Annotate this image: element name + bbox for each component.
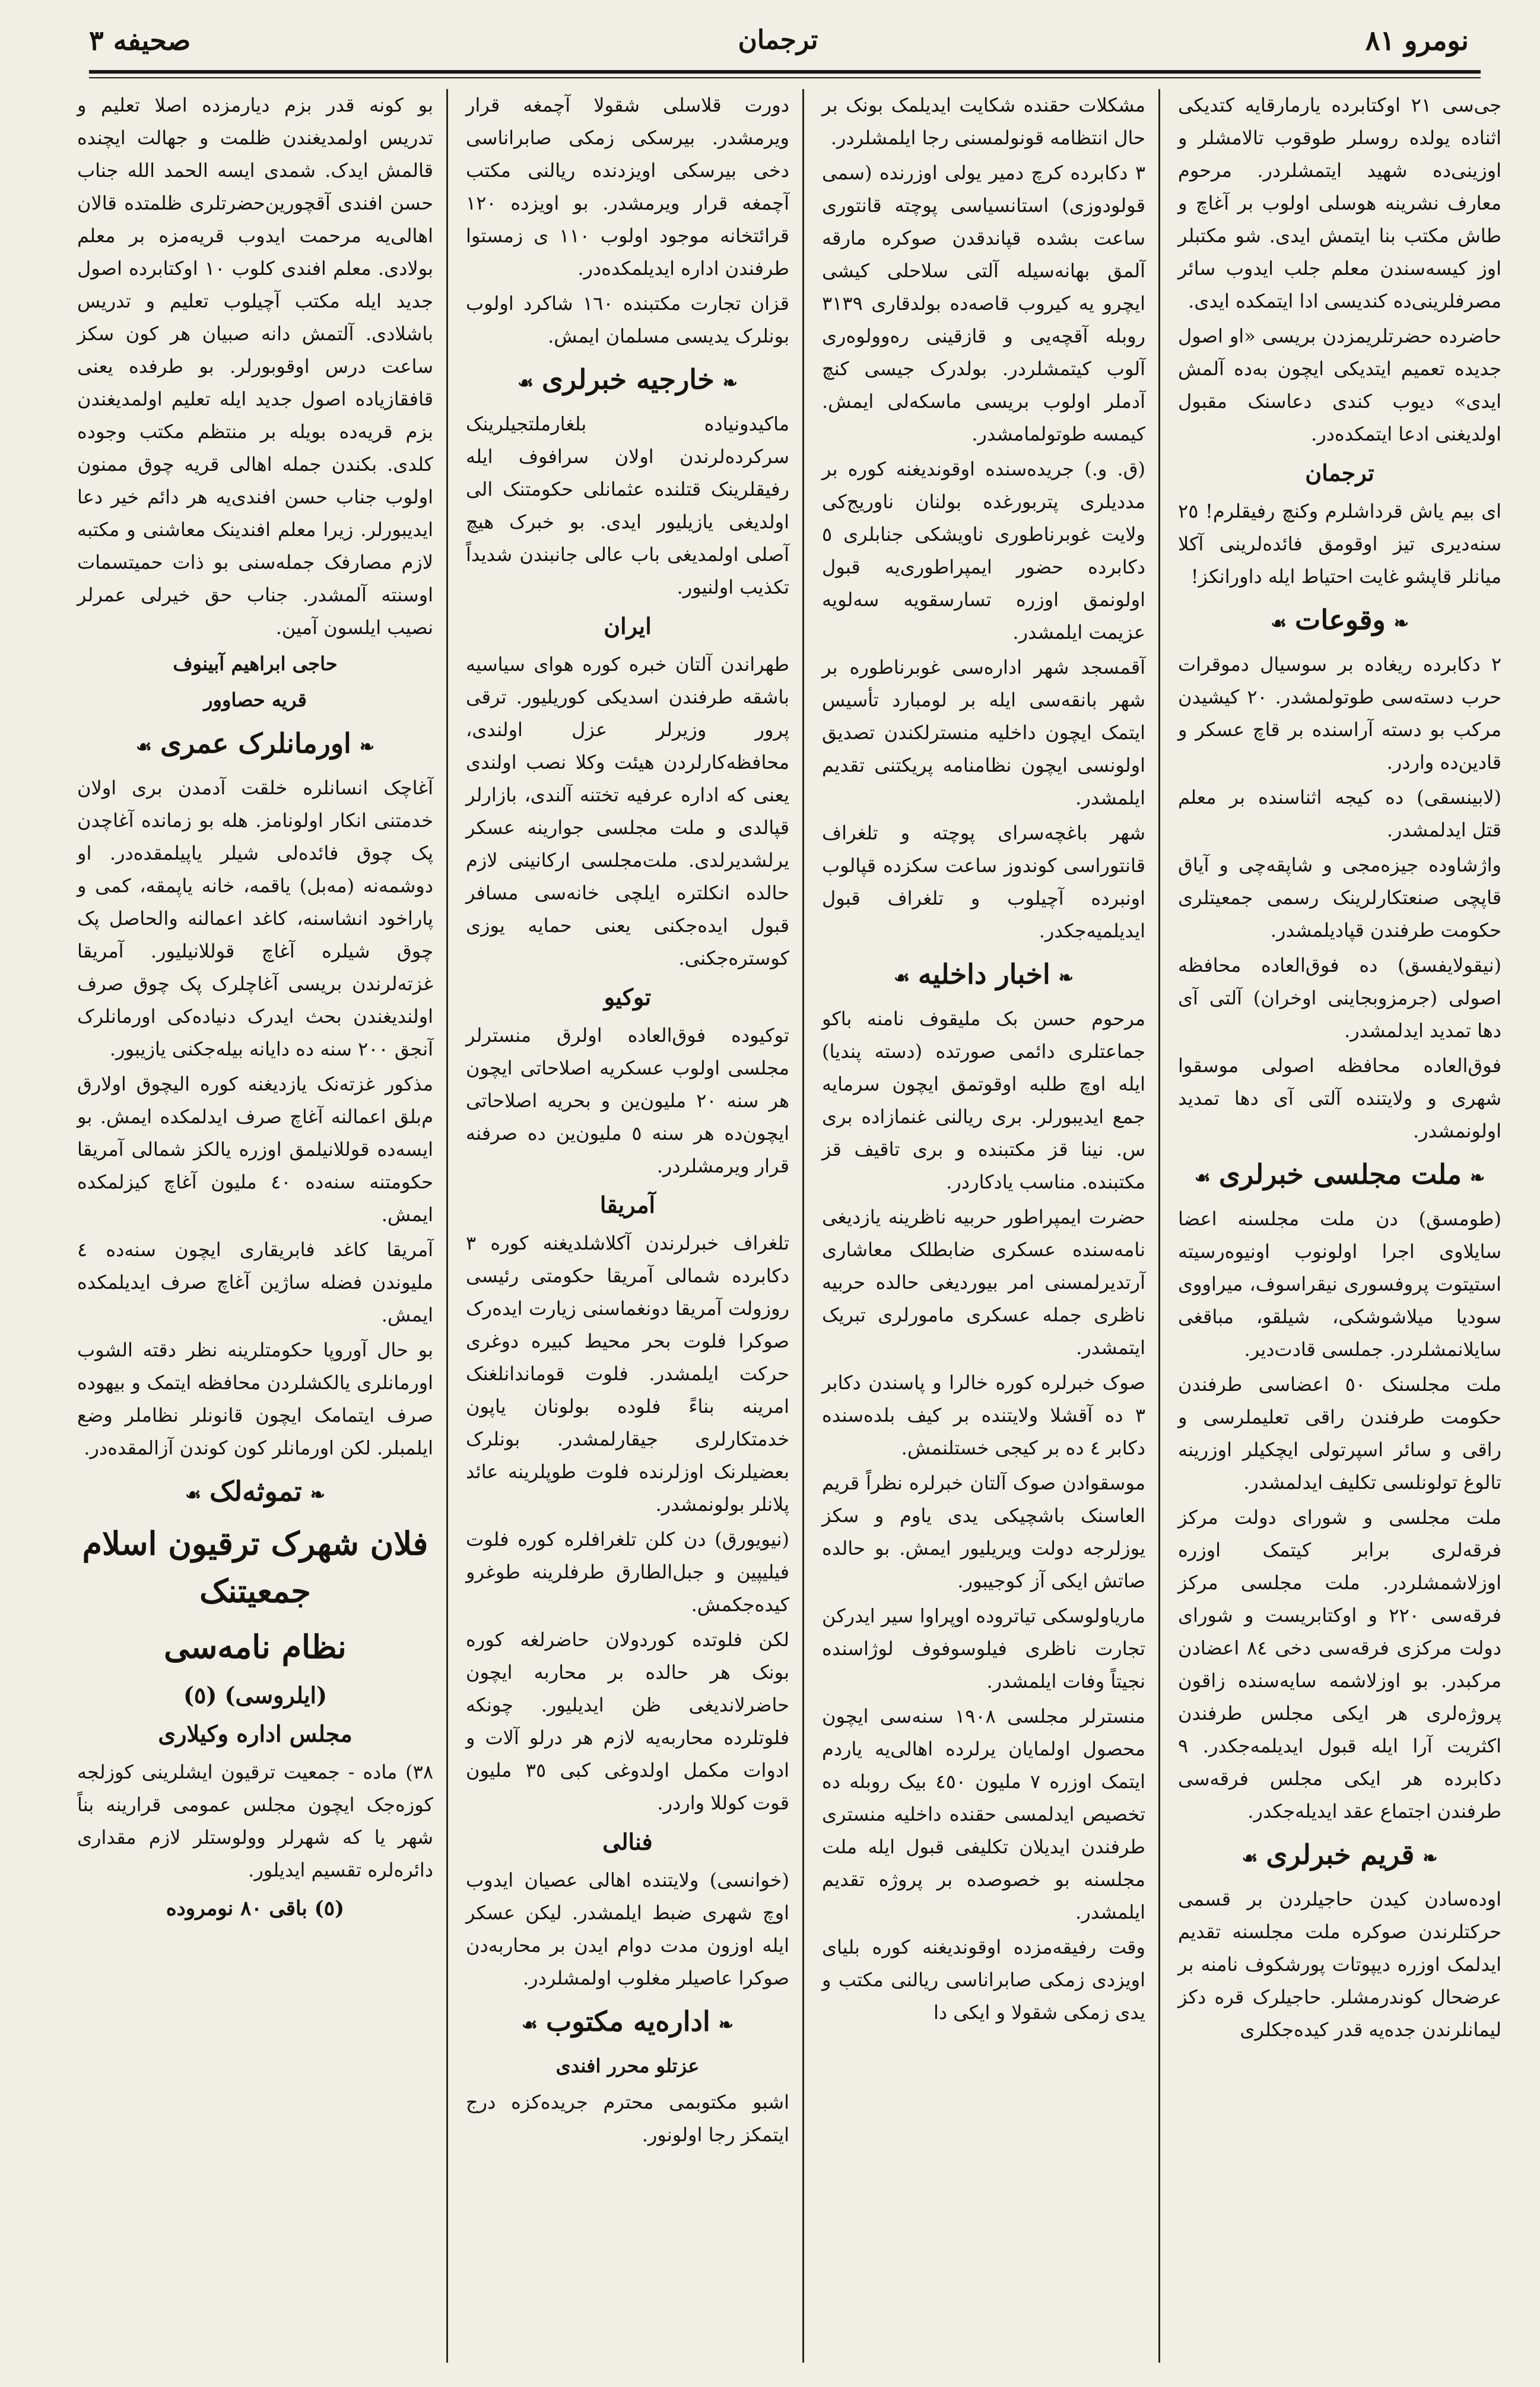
paragraph: موسقوادن صوک آلتان خبرلره نظراً قریم العاسنک باشچیکی یدی یاوم و سکز یوزلرجه دولت ویریلیور ایمش. بو حالده صاتش ایکی آز کوجیبور. [822,1472,1145,1592]
section-heading-idare: ❧اداره‌یه مکتوب☙ [522,2005,734,2037]
paragraph: (خوانسی) ولایتنده اهالی عصیان ایدوب اوچ شهری ضبط ایلمشدر. لیکن عسکر ایله اوزون مدت دوام ایدن بر محاربه‌دن صوکرا عاصیلر مغلوب اولمشلردر. [466,1869,789,1989]
paragraph: اشبو مکتوبمی محترم جریده‌کزه درج ایتمکز رجا اولونور. [466,2091,789,2146]
subheading-amerika: آمریقا [599,1191,656,1218]
paragraph: (نیویورق) دن کلن تلغرافلره کوره فلوت فیلیپین و جبل‌الطارق طرفلرینه طوغرو کیده‌جکمش. [466,1528,789,1616]
ornament-icon: ☙ [185,1485,201,1505]
masthead [89,15,1469,65]
paragraph: ماریاولوسکی تیاتروده اوپراوا سیر ایدرکن تجارت ناظری فیلوسوفوف لوژاسنده نجیتاً وفات ایلمشدر. [822,1605,1145,1692]
section-label: ترجمان [1305,459,1374,486]
ornament-icon: ❧ [310,1485,325,1505]
paragraph: لکن فلوتده کوردولان حاضرلغه کوره بونک هر حالده بر محاربه ایچون حاضرلاندیغی ظن ایدیلیور. چونکه فلوتلرده محاربه‌یه لازم هر درلو آلات و ادوات مکمل اولدوغی کبی ٣٥ ملیون قوت کوللا واردر. [466,1628,790,1814]
ornament-icon: ❧ [1469,1168,1485,1188]
paragraph: وقت رفیقه‌مزده اوقوندیغنه کوره بلیای اویزدی زمکی صابراناسی ریالنی مکتب و یدی زمکی شقولا و ایکی دا [822,1936,1145,2024]
paragraph: ماکیدونیاده بلغارملتجیلرینک سرکرده‌لرندن اولان سرافوف ایله رفیقلرینک قتلنده عثمانلی حکومتنک الی اولدیغی یازیلیور ایدی. بو خبرک هیچ آصلی اولمدیغی باب عالی جانبندن شدیداً تکذیب اولنیور. [466,413,789,598]
ornament-icon: ☙ [1271,613,1287,634]
ornament-icon: ❧ [359,737,374,757]
paragraph: (نیقولایفسق) ده فوق‌العاده محافظه اصولی (جرمزوبجاینی اوخران) آلتی آی دها تمدید ایدلمشدر. [1178,954,1501,1042]
ornament-icon: ❧ [1393,613,1409,634]
section-heading-kirim: ❧قریم خبرلری☙ [1241,1838,1438,1871]
paragraph: تلغراف خبرلرندن آکلاشلدیغنه کوره ٣ دکابرده شمالی آمریقا حکومتی رئیسی روزولت آمریقا دونغماسنی زیارت ایده‌رک صوکرا فلوت بحر محیط کبیره دوغری حرکت ایلمشدر. فلوت قوماندا‌نلغنک امرینه بناءً فلوده بولونان یاپون خدمتکارلری جیقارلمشدر. بونلرک بعضیلرنک اوزلرنده فلوت طوپلرینه عائد پلانلر بولونمشدر. [466,1232,789,1516]
subheading-fenai: فنالی [602,1828,653,1855]
salutation: عزتلو محرر افندی [555,2055,700,2077]
paragraph: ملت مجلسی و شورای دولت مرکز فرقه‌لری برابر کیتمک اوزره اوزلاشمشلردر. ملت مجلسی مرکز فرقه‌سی ٢٢٠ و اوکتابریست و شورای دولت مرکزی فرقه‌سی دخی ٨٤ اعضادن مرکبدر. بو اوزلاشمه سایه‌سنده زاقون پروژه‌لری هر ایکی مجلس طرفندن اکثریت آرا ایله قبول ایدیلمه‌جکدر. ٩ دکابرده هر ایکی مجلس فرقه‌سی طرفندن اجتماع عقد ایدیله‌جکدر. [1178,1506,1502,1822]
column-2 [816,89,1151,2363]
column-4 [71,89,439,2363]
paragraph: (طومسق) دن ملت مجلسنه اعضا سایلاوی اجرا اولونوب اونیوه‌رسیته استیتوت پروفسوری نیقراسوف، میراووی سودیا میلاشوشکی، شیلقو، مباقغی سایلانمشلردر. جملسی قادت‌دیر. [1178,1207,1501,1361]
paragraph: قزان تجارت مکتبنده ١٦٠ شاکرد اولوب بونلرک یدیسی مسلمان ایمش. [466,292,789,347]
paragraph: حاضرده حضرتلریمزدن بریسی «او اصول جدیده تعمیم ایتدیکی ایچون به‌ده آلمش ایدی» دیوب کندی دعاسنک مقبول اولدیغنی ادعا ایتمکده‌در. [1178,325,1501,445]
ornament-icon: ❧ [1422,1848,1438,1869]
column-divider [802,89,804,2363]
section-heading-tunelek: ❧تموثه‌لک☙ [185,1475,325,1507]
paragraph: ٢ دکابرده ریغاده بر سوسیال دموقرات حرب دسته‌سی طوتولمشدر. ٢٠ کیشیدن مرکب بو دسته آراسنده بر قاچ عسکر و قادین‌ده واردر. [1178,653,1502,774]
paragraph: ای بیم یاش قرداشلرم وکنچ رفیقلرم! ٢٥ سنه‌دیری تیز اوقومق فائده‌لرینی آکلا میانلر قاپشو غایت احتیاط ایله داورانکز! [1178,500,1501,588]
feature-title: فلان شهرک ترقیون اسلام جمعیتنک [82,1524,428,1610]
paragraph: بو حال آوروپا حکومتلرینه نظر دقته الشوب اورمانلری یالکشلردن محافظه ایتمک و بیهوده صرف ایتمامک ایچون قانونلر نظاملر وضع ایلمبلر. لکن اورمانلر کون کوندن آزالمقده‌در. [77,1339,433,1459]
section-heading-ormanlar: ❧اورمانلرک عمری☙ [136,727,374,759]
paragraph: حضرت ایمپراطور حربیه ناظرینه یازدیغی نامه‌سنده عسکری ضابطلک معاشاری آرتدیرلمسنی امر بیوردیغی حالده حربیه ناظری جمله عسکری مامورلری تبریک ایتمشدر. [822,1206,1145,1359]
ornament-icon: ☙ [1241,1848,1258,1869]
paragraph: صوک خبرلره کوره خالرا و پاسندن دکابر ٣ ده آقشلا ولایتنده بر کیف بلده‌سنده دکابر ٤ ده بر کیجی خستلنمش. [822,1371,1145,1459]
ornament-icon: ☙ [517,373,534,394]
subheading-meclis: مجلس اداره وکیلاری [158,1720,353,1747]
header-rule [89,70,1481,74]
ornament-icon: ❧ [1058,968,1074,988]
paragraph: مرحوم حسن بک ملیقوف نامنه باکو جماعتلری دائمی صورتده (دسته پندیا) ایله اوچ طلبه اوقوتمق ایچون سرمایه جمع ایدیبورلر. بری ریالنی غنمازاده بری س. نینا قز مکتبنده و بری تاقیف قز مکتبنده. مناسب یادکاردر. [822,1007,1145,1193]
column-3 [460,89,795,2363]
ornament-icon: ☙ [894,968,910,988]
paragraph: آقمسجد شهر اداره‌سی غوبرناطوره بر شهر بانقه‌سی ایله بر لومبارد تأسیس ایتمک ایچون داخلیه منسترلکندن تصدیق اولونسی ایچون نظامنامه پریکتنی تقدیم ایلمشدر. [822,656,1145,809]
paragraph: ٣ دکابرده کرچ دمیر یولی اوزرنده (سمی قولودوزی) استانسیاسی پوچته قانتوری ساعت بشده قپاندقدن صوکره مارقه آلمق بهانه‌سیله آلتی سلاحلی کیشی ایچرو یه کیروب قاصه‌ده بولدقاری ٣١٣٩ روبله آقچه‌یی و قازقینی ره‌وولوه‌ری آلوب کیتمشلردر. بولدرک جیسی کنچ آدملر اولوب بریسی ماسکه‌لی ایمش. کیمسه طوتولمامشدر. [822,161,1145,445]
signature-place: قریه حصاوور [204,689,307,711]
continued-footer: (٥) باقی ٨٠ نومروده [166,1897,345,1920]
paragraph: مذکور غزته‌نک یازدیغنه کوره الیچوق اولارق م‌بلق اعمالنه آغاچ صرف ایدلمکده ایمش. بو ایسه‌ده قوللانیلمق اوزره یالکز شمالی آمریقا حکومتنه سنه‌ده ٤٠ ملیون آغاچ کیزلمکده ایمش. [77,1073,434,1226]
header-rule-thin [89,77,1481,78]
paragraph: (لابینسقی) ده کیجه اثناسنده بر معلم قتل ایدلمشدر. [1178,786,1501,841]
ornament-icon: ☙ [522,2015,538,2036]
subheading-tokio: توکیو [604,984,652,1010]
issue-number: نومرو ٨١ [1365,24,1469,56]
paragraph: دورت قلاسلی شقولا آچمغه قرار ویرمشدر. بیرسکی زمکی صابراناسی دخی بیرسکی اویزدنده ریالنی مکتب آچمغه قرار ویرمشدر. بو اویزده ١٢٠ قرائتخانه موجود اولوب ١١٠ ی زمستوا طرفندن اداره ایدیلمکده‌در. [466,94,789,280]
paragraph: آمریقا کاغد فابریقاری ایچون سنه‌ده ٤ ملیوندن فضله ساژین آغاچ صرف ایدیلمکده ایمش. [77,1238,433,1326]
section-heading-millet-meclisi: ❧ملت مجلسی خبرلری☙ [1194,1158,1485,1190]
paragraph: ملت مجلسنک ٥٠ اعضاسی طرفندن حکومت طرفندن راقی تعلیملرسی و راقی و سائر اسپرتولی ایچکیلر اوزرینه تالوغ تولونلسی تکلیف ایدلمشدر. [1178,1373,1502,1494]
signature-name: حاجی ابراهیم آبینوف [173,652,338,675]
ornament-icon: ❧ [718,2015,734,2036]
paragraph: ٣٨) ماده - جمعیت ترقیون ایشلرینی کوزلجه کوزه‌جک ایچون مجلس عمومی قرارینه بناً شهر یا که شهرلر وولوستلر لازم مقداری دائره‌لره تقسیم ایدیلور. [77,1761,433,1881]
section-heading-dahiliye: ❧اخبار داخلیه☙ [894,958,1074,990]
paragraph: واژشاوده جیزه‌مجی و شاپقه‌چی و آیاق قاپچی صنعتکارلرینک رسمی جمعیتلری حکومت طرفندن قپادیلمشدر. [1178,854,1501,942]
paragraph: طهراندن آلتان خبره کوره هوای سیاسیه باشقه طرفندن اسدیکی کوریلیور. ترقی پرور وزیرلر عزل اولندی، محافظه‌کارلردن هیئت وکلا نصب اولندی یعنی که اداره عرفیه تختنه آلندی، بازارلر قپالدی و ملت مجلسی جوارینه عسکر یرلشدیرلدی. ملت‌مجلسی ارکانینی لازم حالده انکلتره ایلچی خانه‌سی مسافر قبول ایده‌جکنی یعنی حمایه یوزی کوستره‌جکنی. [466,653,789,969]
paragraph: اوده‌سادن کیدن حاجیلردن بر قسمی حرکتلرندن صوکره ملت مجلسنه تقدیم ایدلمک اوزره دیپوتات پورشکوف نامنه بر عرضحال کوندرمشلر. حاجیلرک قره دکز لیمانلرندن جده‌یه قدر کیده‌جکلری [1178,1888,1501,2041]
column-divider [1158,89,1160,2363]
ornament-icon: ❧ [722,373,738,394]
paragraph: توکیوده فوق‌العاده اولرق منسترلر مجلسی اولوب عسکریه اصلاحاتی ایچون هر سنه ٢٠ ملیون‌ین و بحریه اصلاحاتی ایچون‌ده هر سنه ٥ ملیون‌ین ده صرفنه قرار ویرمشلردر. [466,1024,790,1177]
column-1 [1172,89,1507,2363]
page-number: صحیفه ٣ [89,24,191,56]
paragraph: شهر باغچه‌سرای پوچته و تلغراف قانتوراسی کوندوز ساعت سکزده قپالوب اونبرده آچیلوب و تلغراف قبول ایدیلمیه‌جکدر. [822,822,1145,942]
paragraph: آغاچک انسانلره خلقت آدمدن بری اولان خدمتنی انکار اولونامز. هله بو زمانده آغاچدن پک چوق فائده‌لی شیلر یاپیلمقده‌در. او دوشمه‌نه (مه‌بل) یاقمه، خانه یاپمقه، کمی و پاراخود انشاسنه، کاغد اعمالنه والحاصل پک چوق شیلره آغاچ قوللانیلیور. آمریقا غزته‌لرندن بریسی آغاچلرک پک چوق صرف اولندیغندن بحث ایدرک دنیاده‌کی اورمانلرک آنجق ٢٠٠ سنه ده دایانه بیله‌جکنی یازیبور. [77,776,433,1060]
paragraph: منسترلر مجلسی ١٩٠٨ سنه‌سی ایچون محصول اولمایان یرلرده اهالی‌یه یاردم ایتمک اوزره ٧ ملیون ٤٥٠ بیک روبله ده تخصیص ایدلمسی حقنده داخلیه منستری طرفندن ایدیلان تکلیفی قبول ایله ملت مجلسنه بو خصوصده بر پروژه تقدیم ایلمشدر. [822,1705,1146,1923]
ornament-icon: ☙ [136,737,152,757]
newspaper-title: ترجمان [738,25,818,55]
paragraph: مشکلات حقنده شکایت ایدیلمک بونک بر حال انتظامه قونولمسنی رجا ایلمشلردر. [822,94,1145,149]
paragraph: (ق. و.) جریده‌سنده اوقوندیغنه کوره بر مددیلری پتربورغده بولنان ناوریج‌کی ولایت غوبرناطوری ناویشکی جنابلری ٥ دکابرده حضور ایمپراطوری‌یه قبول اولونمق اوزره تسارسقویه سه‌لویه عزیمت ایلمشدر. [822,458,1145,643]
section-heading-vukuat: ❧وقوعات☙ [1271,604,1409,636]
subheading-iran: ایران [604,613,652,639]
continued-label: (ایلروسی) (٥) [183,1682,328,1708]
paragraph: جی‌سی ٢١ اوکتابرده یارمارقایه کتدیکی اثناده یولده روسلر طوقوب تالامشلر و اوزینی‌ده شهید ایتمشلردر. مرحوم معارف نشرینه هوسلی اولوب بر آغاچ و طاش مکتب بنا ایتمش ایدی. شو مکتبلر اوز کیسه‌سندن معلم جلب ایدوب سائر مصرفلرینی‌ده کندیسی ادا ایتمکده ایدی. [1178,94,1501,312]
paragraph: بو کونه قدر بزم دیارمزده اصلا تعلیم و تدریس اولمدیغندن ظلمت و جهالت ایچنده قالمش ایدک. شمدی ایسه الحمد الله جناب حسن افندی آقچورین‌حضرتلری ظلمتده قالان اهالی‌یه مرحمت ایدوب قریه‌مزه بر معلم بولادی. معلم افندی کلوب ١٠ اوکتابرده اصول جدید ایله مکتب آچیلوب تعلیم و تدریس باشلادی. آلتمش دانه صبیان هر کون سکز ساعت درس اوقوبورلر. بو طرفده یعنی قافقازیاده اصول جدید ایله تعلیم اولمدیغندن بزم قریه‌ده بویله بر منتظم مکتب وجوده کلدی. بکندن جمله اهالی قریه چوق ممنون اولوب جناب حسن افندی‌یه هر دائم خیر دعا ایدیبورلر. زیرا معلم افندینک معاشنی و مکتبه لازم مصارفک جمله‌سنی بو ذات حمیتسمات اوسنته آلمشدر. جناب حق خیرلی عمرلر نصیب ایلسون آمین. [77,94,434,639]
paragraph: فوق‌العاده محافظه اصولی موسقوا شهری و ولایتنده آلتی آی دها تمدید اولونمشدر. [1178,1054,1501,1142]
section-heading-haricie: ❧خارجیه خبرلری☙ [517,363,738,395]
ornament-icon: ☙ [1194,1168,1211,1188]
column-divider [446,89,448,2363]
feature-subtitle: نظام نامه‌سی [164,1628,347,1666]
